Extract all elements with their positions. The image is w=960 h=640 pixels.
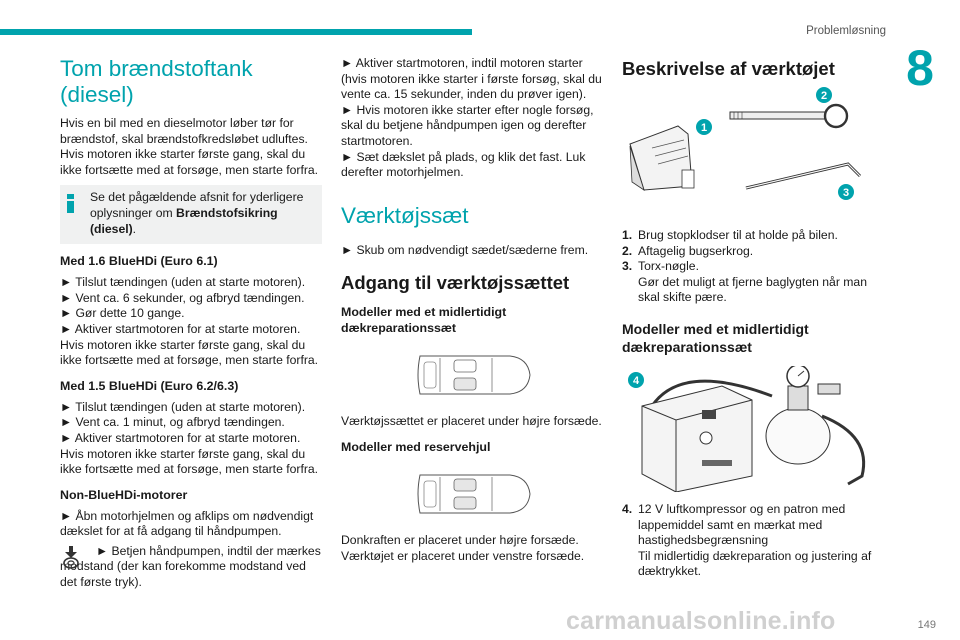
- toolkit-illustration: [622, 86, 884, 202]
- tool-list: [622, 228, 884, 306]
- section-heading-tool-description: Beskrivelse af værktøjet: [622, 58, 835, 79]
- step-text: ► Vent ca. 6 sekunder, og afbryd tændingen.: [60, 290, 305, 305]
- tool-item-2: 2. Aftagelig bugserkrog.: [622, 243, 754, 258]
- step-text: ► Gør dette 10 gange.: [60, 306, 185, 321]
- step-text: ► Skub om nødvendigt sædet/sæderne frem.: [341, 242, 589, 257]
- car-seat-diagram-1: [410, 346, 534, 404]
- step-text: ► Aktiver startmotoren, indtil motoren starter (hvis motoren ikke starter i første forsøg, skal du vente ca. 15 sekunder, inden du prøver igen).: [341, 56, 602, 102]
- subheading-repair-kit-models-2: Modeller med et midlertidigt dækreparationssæt: [622, 320, 809, 355]
- section-heading-empty-tank: Tom brændstoftank (diesel): [60, 56, 253, 107]
- compressor-illustration: [622, 366, 884, 492]
- tool-item-4: 4. 12 V luftkompressor og en patron med lappemiddel samt en mærkat med hastighedsbegrænsning Til midlertidig dækreparation og justering af dæktrykket.: [622, 501, 872, 579]
- step-text: ► Sæt dækslet på plads, og klik det fast. Luk derefter motorhjelmen.: [341, 149, 586, 180]
- step-text: ► Tilslut tændingen (uden at starte motoren).: [60, 275, 306, 290]
- callout-2: 2: [820, 90, 828, 102]
- location-text: Værktøjssættet er placeret under højre forsæde.: [341, 414, 602, 429]
- info-text: Se det pågældende afsnit for yderligere oplysninger om Brændstofsikring (diesel).: [90, 190, 304, 236]
- hand-pump-icon: [60, 546, 82, 570]
- car-seat-diagram-2: [410, 465, 534, 523]
- compressor-list: [622, 502, 884, 580]
- step-text: ► Åbn motorhjelmen og afklips om nødvendigt dækslet for at få adgang til håndpumpen.: [60, 508, 314, 539]
- subheading-15-bluehdi: Med 1.5 BlueHDi (Euro 6.2/6.3): [60, 378, 239, 393]
- tool-item-3: 3. Torx-nøgle. Gør det muligt at fjerne baglygten når man skal skifte pære.: [622, 259, 867, 305]
- callout-3: 3: [842, 187, 850, 199]
- column-1: [60, 56, 322, 591]
- subheading-non-bluehdi: Non-BlueHDi-motorer: [60, 487, 188, 502]
- step-text: ► Aktiver startmotoren for at starte motoren.: [60, 430, 301, 445]
- header-accent-bar: [0, 29, 472, 35]
- note-text: Hvis motoren ikke starter første gang, skal du ikke fortsætte med at forsøge, men starte forfra.: [60, 446, 319, 477]
- info-bold-ref: Brændstofsikring (diesel): [90, 205, 278, 236]
- callout-4: 4: [632, 374, 640, 387]
- section-heading-access: Adgang til værktøjssættet: [341, 272, 570, 294]
- section-heading-toolkit: Værktøjssæt: [341, 202, 469, 228]
- page-number: 149: [917, 619, 936, 632]
- step-text: ► Hvis motoren ikke starter efter nogle forsøg, skal du betjene håndpumpen igen og derefter startmotoren.: [341, 102, 594, 148]
- hand-pump-step: [60, 544, 322, 591]
- note-text: Hvis motoren ikke starter første gang, skal du ikke fortsætte med at forsøge, men starte forfra.: [60, 337, 319, 368]
- info-box: [60, 185, 322, 244]
- column-2: [341, 56, 603, 564]
- step-text: ► Vent ca. 1 minut, og afbryd tændingen.: [60, 415, 285, 430]
- subheading-16-bluehdi: Med 1.6 BlueHDi (Euro 6.1): [60, 254, 218, 269]
- section-title: Problemløsning: [806, 25, 886, 37]
- callout-1: 1: [700, 122, 708, 134]
- tool-item-1: 1. Brug stopklodser til at holde på bilen.: [622, 228, 838, 242]
- step-text: ► Tilslut tændingen (uden at starte motoren).: [60, 399, 306, 414]
- subheading-spare-wheel-models: Modeller med reservehjul: [341, 439, 491, 454]
- watermark: carmanualsonline.info: [566, 607, 836, 635]
- subheading-repair-kit-models: Modeller med et midlertidigt dækreparationssæt: [341, 305, 507, 336]
- step-text: ► Aktiver startmotoren for at starte motoren.: [60, 321, 301, 336]
- location-text: Værktøjet er placeret under venstre forsæde.: [341, 548, 585, 563]
- info-icon: [66, 194, 75, 213]
- column-3: [622, 56, 884, 580]
- location-text: Donkraften er placeret under højre forsæde.: [341, 532, 579, 547]
- intro-text: Hvis en bil med en dieselmotor løber tør for brændstof, skal brændstofkredsløbet udluftes. Hvis motoren ikke starter første gang, skal du ikke fortsætte med at forsøge, men starte forfra.: [60, 116, 319, 177]
- chapter-number: 8: [906, 40, 934, 96]
- step-text: ► Betjen håndpumpen, indtil der mærkes modstand (der kan forekomme modstand ved det første tryk).: [60, 543, 321, 590]
